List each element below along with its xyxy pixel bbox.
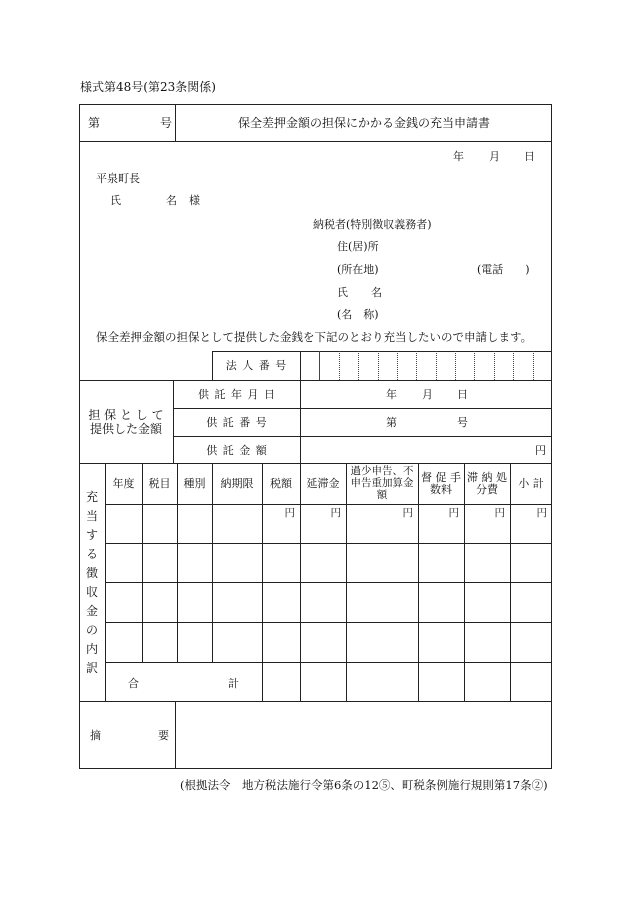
deposit-amount-label: 供 託 金 額 xyxy=(206,444,268,457)
amount-unit: 円 xyxy=(330,507,341,519)
legal-basis: (根拠法令 地方税法施行令第6条の12⑤、町税条例施行規則第17条②) xyxy=(180,778,548,792)
breakdown-cell[interactable] xyxy=(213,544,261,581)
corporate-number-digit[interactable] xyxy=(533,351,552,380)
column-header: 年度 xyxy=(112,477,135,490)
breakdown-cell[interactable] xyxy=(263,505,299,542)
column-header: 税額 xyxy=(270,477,292,490)
corporate-number-digit[interactable] xyxy=(494,351,513,380)
date-month: 月 xyxy=(489,150,500,163)
breakdown-cell[interactable] xyxy=(178,623,211,661)
taxpayer-label: 納税者(特別徴収義務者) xyxy=(313,218,432,231)
deposit-number-go: 号 xyxy=(457,416,468,429)
breakdown-cell[interactable] xyxy=(106,505,141,542)
breakdown-cell[interactable] xyxy=(178,505,211,542)
breakdown-cell[interactable] xyxy=(419,544,463,581)
breakdown-cell[interactable] xyxy=(347,505,417,542)
amount-unit: 円 xyxy=(494,507,505,519)
column-header: 税目 xyxy=(148,477,171,490)
breakdown-cell[interactable] xyxy=(143,583,176,621)
divider xyxy=(346,463,347,701)
divider xyxy=(464,463,465,701)
deposit-section-label: 担 保 と し て 提供した金額 xyxy=(88,408,164,436)
breakdown-cell[interactable] xyxy=(347,583,417,621)
breakdown-cell[interactable] xyxy=(511,544,551,581)
breakdown-cell[interactable] xyxy=(347,623,417,661)
taxpayer-address: 住(居)所 xyxy=(337,240,379,253)
breakdown-cell[interactable] xyxy=(213,623,261,661)
divider xyxy=(79,463,552,464)
corporate-number-digit[interactable] xyxy=(474,351,493,380)
date-year: 年 xyxy=(453,150,464,163)
breakdown-cell[interactable] xyxy=(419,623,463,661)
addressee-town: 平泉町長 xyxy=(96,172,140,185)
breakdown-cell[interactable] xyxy=(511,505,551,542)
corporate-number-digit[interactable] xyxy=(436,351,455,380)
breakdown-section-label: 充当する徴収金の内訳 xyxy=(85,490,98,675)
column-header: 過少申告、不申告重加算金額 xyxy=(350,465,414,501)
header-go: 号 xyxy=(160,116,173,130)
breakdown-cell[interactable] xyxy=(213,583,261,621)
statement-text: 保全差押金額の担保として提供した金銭を下記のとおり充当したいので申請します。 xyxy=(96,330,533,344)
divider xyxy=(79,141,552,142)
deposit-number-dai: 第 xyxy=(386,416,397,429)
divider xyxy=(173,408,552,409)
remarks-you: 要 xyxy=(158,729,169,742)
corporate-number-digit[interactable] xyxy=(339,351,358,380)
breakdown-cell[interactable] xyxy=(419,583,463,621)
deposit-date-day: 日 xyxy=(457,388,468,401)
breakdown-cell[interactable] xyxy=(106,583,141,621)
column-header: 督 促 手数料 xyxy=(421,471,461,496)
corporate-number-digit[interactable] xyxy=(358,351,377,380)
corporate-number-digit[interactable] xyxy=(416,351,435,380)
corporate-number-label: 法 人 番 号 xyxy=(225,359,288,372)
breakdown-cell[interactable] xyxy=(465,623,509,661)
breakdown-cell[interactable] xyxy=(263,544,299,581)
divider xyxy=(173,436,552,437)
column-header: 滞 納 処分費 xyxy=(467,471,507,496)
addressee-sama: 様 xyxy=(189,194,200,207)
amount-unit: 円 xyxy=(448,507,459,519)
breakdown-cell[interactable] xyxy=(143,544,176,581)
divider xyxy=(418,463,419,701)
column-header: 種別 xyxy=(183,477,206,490)
amount-unit: 円 xyxy=(402,507,413,519)
remarks-teki: 摘 xyxy=(90,729,101,742)
deposit-number-label: 供 託 番 号 xyxy=(206,416,268,429)
divider xyxy=(300,463,301,701)
corporate-number-digit[interactable] xyxy=(397,351,416,380)
remarks-field[interactable] xyxy=(176,702,551,768)
breakdown-cell[interactable] xyxy=(263,583,299,621)
breakdown-cell[interactable] xyxy=(301,623,345,661)
amount-unit: 円 xyxy=(536,507,547,519)
breakdown-cell[interactable] xyxy=(106,623,141,661)
breakdown-cell[interactable] xyxy=(213,505,261,542)
amount-unit: 円 xyxy=(284,507,295,519)
column-header: 小 計 xyxy=(518,477,544,490)
corporate-number-digit[interactable] xyxy=(319,351,338,380)
corporate-number-digit[interactable] xyxy=(378,351,397,380)
divider xyxy=(262,463,263,701)
breakdown-cell[interactable] xyxy=(301,544,345,581)
total-label-go: 合 xyxy=(128,677,139,690)
breakdown-cell[interactable] xyxy=(511,623,551,661)
deposit-date-label: 供 託 年 月 日 xyxy=(198,388,276,401)
breakdown-cell[interactable] xyxy=(178,583,211,621)
breakdown-cell[interactable] xyxy=(419,505,463,542)
deposit-amount-unit: 円 xyxy=(535,444,546,457)
column-header: 延滞金 xyxy=(306,477,340,490)
taxpayer-phone: (電話 ) xyxy=(477,263,530,276)
header-dai: 第 xyxy=(88,116,101,130)
taxpayer-shi: 氏 xyxy=(337,286,348,299)
column-header: 納期限 xyxy=(220,477,254,490)
corporate-number-digit[interactable] xyxy=(300,351,319,380)
breakdown-cell[interactable] xyxy=(301,583,345,621)
breakdown-cell[interactable] xyxy=(143,623,176,661)
form-title: 保全差押金額の担保にかかる金銭の充当申請書 xyxy=(237,116,490,130)
breakdown-cell[interactable] xyxy=(106,544,141,581)
divider xyxy=(105,662,552,663)
breakdown-cell[interactable] xyxy=(263,623,299,661)
breakdown-cell[interactable] xyxy=(465,505,509,542)
taxpayer-mei: 名 xyxy=(371,286,382,299)
form-number: 様式第48号(第23条関係) xyxy=(80,80,216,94)
breakdown-cell[interactable] xyxy=(465,544,509,581)
breakdown-cell[interactable] xyxy=(143,505,176,542)
breakdown-cell[interactable] xyxy=(178,544,211,581)
deposit-date-year: 年 xyxy=(386,388,397,401)
divider xyxy=(79,380,552,381)
deposit-date-month: 月 xyxy=(422,388,433,401)
taxpayer-meisho: (名 称) xyxy=(337,308,379,321)
breakdown-cell[interactable] xyxy=(347,544,417,581)
addressee-shi: 氏 xyxy=(110,194,121,207)
breakdown-cell[interactable] xyxy=(301,505,345,542)
breakdown-cell[interactable] xyxy=(465,583,509,621)
addressee-mei: 名 xyxy=(166,194,177,207)
date-day: 日 xyxy=(524,150,535,163)
corporate-number-digit[interactable] xyxy=(513,351,532,380)
total-label-kei: 計 xyxy=(228,677,239,690)
breakdown-cell[interactable] xyxy=(511,583,551,621)
divider xyxy=(300,380,301,463)
divider xyxy=(510,463,511,701)
corporate-number-digit[interactable] xyxy=(455,351,474,380)
taxpayer-location: (所在地) xyxy=(337,263,379,276)
